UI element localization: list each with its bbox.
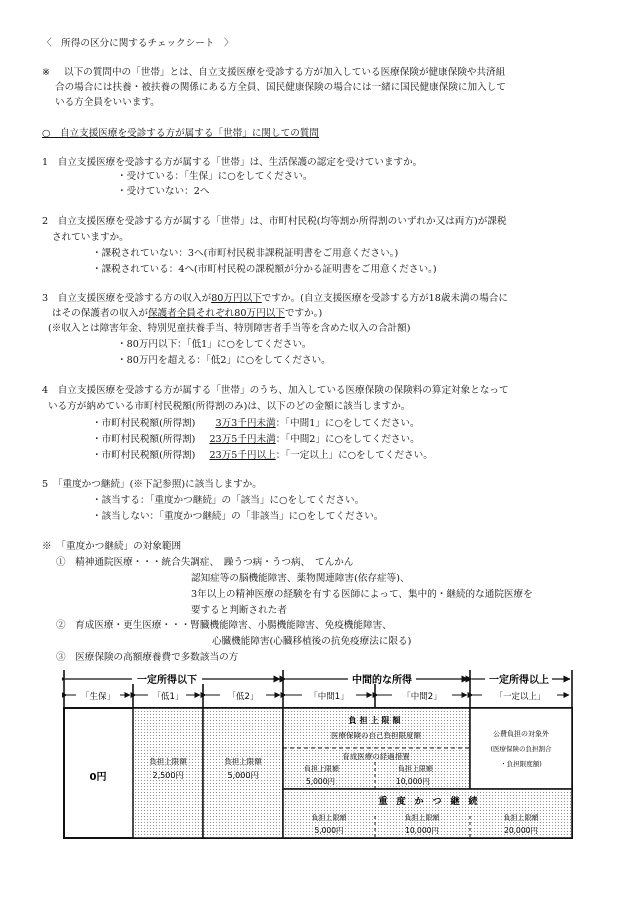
page-title: 〈 所得の区分に関するチェックシート 〉 bbox=[42, 38, 234, 49]
q4-row-label: ・市町村民税額(所得割) bbox=[92, 434, 196, 445]
q1-option-1: ・受けている：「生保」に○をしてください。 bbox=[117, 171, 313, 182]
note-mark: ※ bbox=[42, 67, 51, 78]
q4-row-result: ：「中間2」に○をしてください。 bbox=[275, 434, 420, 445]
seiho-zero-amount: 0円 bbox=[89, 772, 107, 783]
ikusei-mid1-label: 負担上限額 bbox=[304, 765, 339, 773]
severe-high-amount: 20,000円 bbox=[504, 826, 538, 835]
scope-item-1: ① 精神通院医療・・・統合失調症、 躁うつ病・うつ病、 てんかん bbox=[56, 557, 354, 568]
income-category-diagram bbox=[62, 668, 574, 840]
category-seiho: 「生保」 bbox=[80, 692, 116, 702]
q4-row-label: ・市町村民税額(所得割) bbox=[92, 418, 196, 429]
low2-cap-label: 負担上限額 bbox=[224, 757, 262, 766]
scope-heading: ※ 「重度かつ継続」の対象範囲 bbox=[42, 541, 182, 552]
note-line-3: いる方全員をいいます。 bbox=[55, 97, 160, 108]
section-heading: ○ 自立支援医療を受診する方が属する「世帯」に関しての質問 bbox=[42, 128, 319, 139]
scope-item-1d: 要すると判断された者 bbox=[191, 605, 287, 616]
group-mid-header bbox=[286, 673, 468, 686]
q4-row-result: ：「中間1」に○をしてください。 bbox=[275, 418, 420, 429]
ikusei-mid1-amount: 5,000円 bbox=[306, 777, 335, 786]
category-low2: 「低2」 bbox=[227, 692, 259, 702]
group-mid-label: 中間的な所得 bbox=[352, 675, 412, 686]
q4-row bbox=[92, 449, 433, 462]
q1-option-2: ・受けていない：2へ bbox=[117, 186, 210, 197]
severe-continuous-title: 重 度 か つ 継 続 bbox=[378, 797, 478, 807]
q4-row bbox=[92, 417, 420, 430]
group-high-header bbox=[472, 673, 570, 686]
scope-item-2b: 心臓機能障害(心臓移植後の抗免疫療法に限る) bbox=[212, 636, 412, 647]
public-exclusion-line-3: ・負担限度額) bbox=[500, 760, 542, 768]
q2-option-2: ・課税されている：4へ(市町村民税の課税額が分かる証明書をご用意ください。) bbox=[92, 264, 437, 275]
q2-option-1: ・課税されていない：3へ(市町村民税非課税証明書をご用意ください。) bbox=[92, 248, 399, 259]
q3-text-1a: 3 自立支援医療を受診する方の収入が bbox=[42, 293, 212, 304]
ikusei-title: 育成医療の経過措置 bbox=[342, 752, 410, 761]
severe-high-label: 負担上限額 bbox=[503, 814, 539, 822]
low1-cap-label: 負担上限額 bbox=[149, 757, 187, 766]
q3-income-note: (※収入とは障害年金、特別児童扶養手当、特別障害者手当等を含めた収入の合計額) bbox=[48, 323, 411, 334]
q4-row-amount: 3万3千円未満 bbox=[215, 418, 276, 429]
low2-cap-amount: 5,000円 bbox=[227, 771, 259, 780]
group-high-label: 一定所得以上 bbox=[489, 675, 549, 686]
category-high: 「一定以上」 bbox=[494, 692, 546, 702]
group-low-header bbox=[65, 673, 280, 686]
public-exclusion-line-1: 公費負担の対象外 bbox=[493, 730, 549, 738]
scope-item-2: ② 育成医療・更生医療・・・腎臓機能障害、小腸機能障害、免疫機能障害、 bbox=[56, 620, 392, 631]
q2-text-1: 2 自立支援医療を受診する方が属する「世帯」は、市町村民税(均等割か所得割のいずれか又は両方)が課税 bbox=[42, 216, 507, 227]
q3-guardian-limit: 保護者全員それぞれ80万円以下 bbox=[147, 308, 285, 319]
q5-option-1: ・該当する：「重度かつ継続」の「該当」に○をしてください。 bbox=[92, 495, 365, 506]
q4-row-amount: 23万5千円以上 bbox=[209, 450, 276, 461]
q5-option-2: ・該当しない：「重度かつ継続」の「非該当」に○をしてください。 bbox=[92, 511, 384, 522]
q3-income-limit: 80万円以下 bbox=[211, 293, 262, 304]
group-low-label: 一定所得以下 bbox=[137, 675, 197, 686]
q3-text-2a: はその保護者の収入が bbox=[52, 308, 148, 319]
severe-mid2-label: 負担上限額 bbox=[404, 814, 440, 822]
q1-text: 1 自立支援医療を受診する方が属する「世帯」は、生活保護の認定を受けていますか。 bbox=[42, 157, 423, 168]
ikusei-mid2-amount: 10,000円 bbox=[396, 777, 430, 786]
low1-cap-amount: 2,500円 bbox=[152, 771, 184, 780]
severe-mid1-amount: 5,000円 bbox=[314, 826, 344, 835]
q4-row-amount: 23万5千円未満 bbox=[209, 434, 276, 445]
category-low1: 「低1」 bbox=[152, 692, 184, 702]
q3-text-2b: ですか。) bbox=[284, 308, 323, 319]
scope-item-1b: 認知症等の脳機能障害、薬物関連障害(依存症等)、 bbox=[191, 573, 410, 584]
note-line-2: 合の場合には扶養・被扶養の関係にある方全員、国民健康保険の場合には一緒に国民健康保険に加入して bbox=[55, 82, 506, 93]
category-mid1: 「中間1」 bbox=[309, 692, 349, 702]
q3-option-2: ・80万円を超える：「低2」に○をしてください。 bbox=[117, 355, 331, 366]
q2-text-2: されていますか。 bbox=[52, 232, 129, 243]
scope-item-1c: 3年以上の精神医療の経験を有する医師によって、集中的・継続的な通院医療を bbox=[191, 589, 533, 600]
q3-option-1: ・80万円以下：「低1」に○をしてください。 bbox=[117, 339, 312, 350]
burden-cap-subtitle: 医療保険の自己負担限度額 bbox=[331, 731, 421, 740]
burden-cap-title: 負担上限額 bbox=[348, 716, 404, 725]
q4-text-1: 4 自立支援医療を受診する方が属する「世帯」のうち、加入している医療保険の保険料の算定対象となって bbox=[42, 385, 509, 396]
q5-text: 5 「重度かつ継続」(※下記参照)に該当しますか。 bbox=[42, 479, 262, 490]
q3-text-2 bbox=[52, 307, 322, 320]
ikusei-mid2-label: 負担上限額 bbox=[398, 765, 433, 773]
note-line-1: 以下の質問中の「世帯」とは、自立支援医療を受診する方が加入している医療保険が健康保険や共済組 bbox=[64, 67, 506, 78]
q4-row-label: ・市町村民税額(所得割) bbox=[92, 450, 196, 461]
q4-row-result: ：「一定以上」に○をしてください。 bbox=[275, 450, 433, 461]
category-mid2: 「中間2」 bbox=[402, 692, 442, 702]
public-exclusion-line-2: (医療保険の負担割合 bbox=[490, 745, 552, 753]
q4-row bbox=[92, 433, 420, 446]
q3-text-1b: ですか。(自立支援医療を受診する方が18歳未満の場合に bbox=[261, 293, 508, 304]
q4-text-2: いる方が納めている市町村民税額(所得割のみ)は、以下のどの金額に該当しますか。 bbox=[48, 401, 411, 412]
q3-text-1 bbox=[42, 292, 508, 305]
severe-mid1-label: 負担上限額 bbox=[311, 814, 347, 822]
scope-item-3: ③ 医療保険の高額療養費で多数該当の方 bbox=[56, 652, 239, 663]
severe-mid2-amount: 10,000円 bbox=[405, 826, 439, 835]
